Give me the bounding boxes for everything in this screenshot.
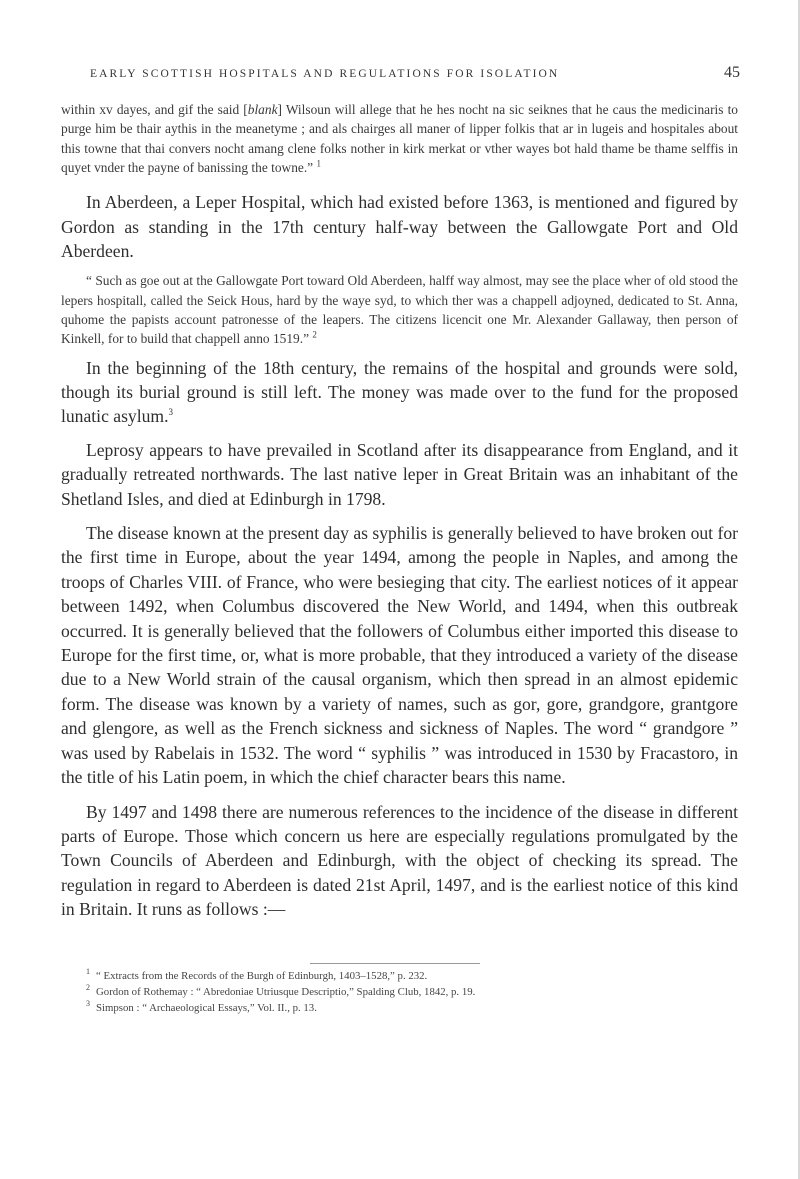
quote-text-start: within xv dayes, and gif the said [ <box>61 102 248 117</box>
paragraph-18th-century <box>61 356 738 429</box>
footnote-1 <box>86 968 736 984</box>
quote-gordon-text: “ Such as goe out at the Gallowgate Port toward Old Aberdeen, halff way almost, may see the place wher of old stood the lepers hospitall, called the Seick Hous, hard by the waye syd, to which ther was a chappell adjoyned, dedicated to St. Anna, quhome the papists account patronesse of the leapers. The citizens licencit one Mr. Alexander Gallaway, then person of Kinkell, for to build that chappell anno 1519.” <box>61 273 738 347</box>
paragraph-text: In the beginning of the 18th century, the remains of the hospital and grounds were sold, though its burial ground is still left. The money was made over to the fund for the proposed lunatic asylum. <box>61 357 738 427</box>
blank-marker: blank <box>247 102 278 117</box>
quote-wilsoun <box>61 100 738 177</box>
paragraph-leprosy: Leprosy appears to have prevailed in Scotland after its disappearance from England, and it gradually retreated northwards. The last native leper in Great Britain was an inhabitant of the Shetland Isles, and died at Edinburgh in 1798. <box>61 439 738 509</box>
quote-gordon <box>61 271 738 348</box>
footnote-2 <box>86 984 736 1000</box>
footnote-ref-3: 3 <box>168 407 173 418</box>
footnote-text: Simpson : “ Archaeological Essays,” Vol. II., p. 13. <box>96 1002 317 1014</box>
footnote-text: Gordon of Rothemay : “ Abredoniae Utriusque Descriptio,” Spalding Club, 1842, p. 19. <box>96 986 476 998</box>
footnote-divider <box>310 963 480 964</box>
footnote-number: 2 <box>86 983 90 993</box>
footnote-number: 3 <box>86 999 90 1009</box>
paragraph-syphilis: The disease known at the present day as syphilis is generally believed to have broken out for the first time in Europe, about the year 1494, among the people in Naples, and among the troops of Charles VIII. of France, who were besieging that city. The earliest notices of it appear between 1492, when Columbus discovered the New World, and 1494, when this outbreak occurred. It is generally believed that the followers of Columbus either imported this disease to Europe for the first time, or, what is more probable, that they introduced a variety of the disease due to a New World strain of the causal organism, which then spread in an almost epidemic form. The disease was known by a variety of names, such as gor, gore, grandgore, grantgore and glengore, as well as the French sickness and sickness of Naples. The word “ grandgore ” was used by Rabelais in 1532. The word “ syphilis ” was introduced in 1530 by Fracastoro, in the title of his Latin poem, in which the chief character bears this name. <box>61 523 738 788</box>
page-number: 45 <box>724 64 740 81</box>
page-body <box>61 100 738 922</box>
footnote-ref-1: 1 <box>316 158 321 169</box>
page-header <box>90 64 740 82</box>
footnote-3 <box>86 1000 736 1016</box>
footnotes <box>86 968 736 1016</box>
quote-text-rest: ] Wilsoun will allege that he hes nocht na sic seiknes that he caus the medicinaris to purge him be thair aythis in the meanetyme ; and als chairges all maner of lipper folkis that ar in lugeis and hospitales about this towne that thai convers nocht amang clene folks nother in kirk merkat or vther wayes bot hald thame be thame selffis in quyet vnder the payne of banissing the towne.” <box>61 102 738 175</box>
running-head: EARLY SCOTTISH HOSPITALS AND REGULATIONS FOR ISOLATION <box>90 68 560 80</box>
footnote-text: “ Extracts from the Records of the Burgh of Edinburgh, 1403–1528,” p. 232. <box>96 970 428 982</box>
footnote-number: 1 <box>86 967 90 977</box>
paragraph-aberdeen-hospital: In Aberdeen, a Leper Hospital, which had existed before 1363, is mentioned and figured by Gordon as standing in the 17th century half-way between the Gallowgate Port and Old Aberdeen. <box>61 192 738 261</box>
paragraph-regulations: By 1497 and 1498 there are numerous references to the incidence of the disease in different parts of Europe. Those which concern us here are especially regulations promulgated by the Town Councils of Aberdeen and Edinburgh, with the object of checking its spread. The regulation in regard to Aberdeen is dated 21st April, 1497, and is the earliest notice of this kind in Britain. It runs as follows :— <box>61 801 738 920</box>
footnote-ref-2: 2 <box>312 329 317 340</box>
